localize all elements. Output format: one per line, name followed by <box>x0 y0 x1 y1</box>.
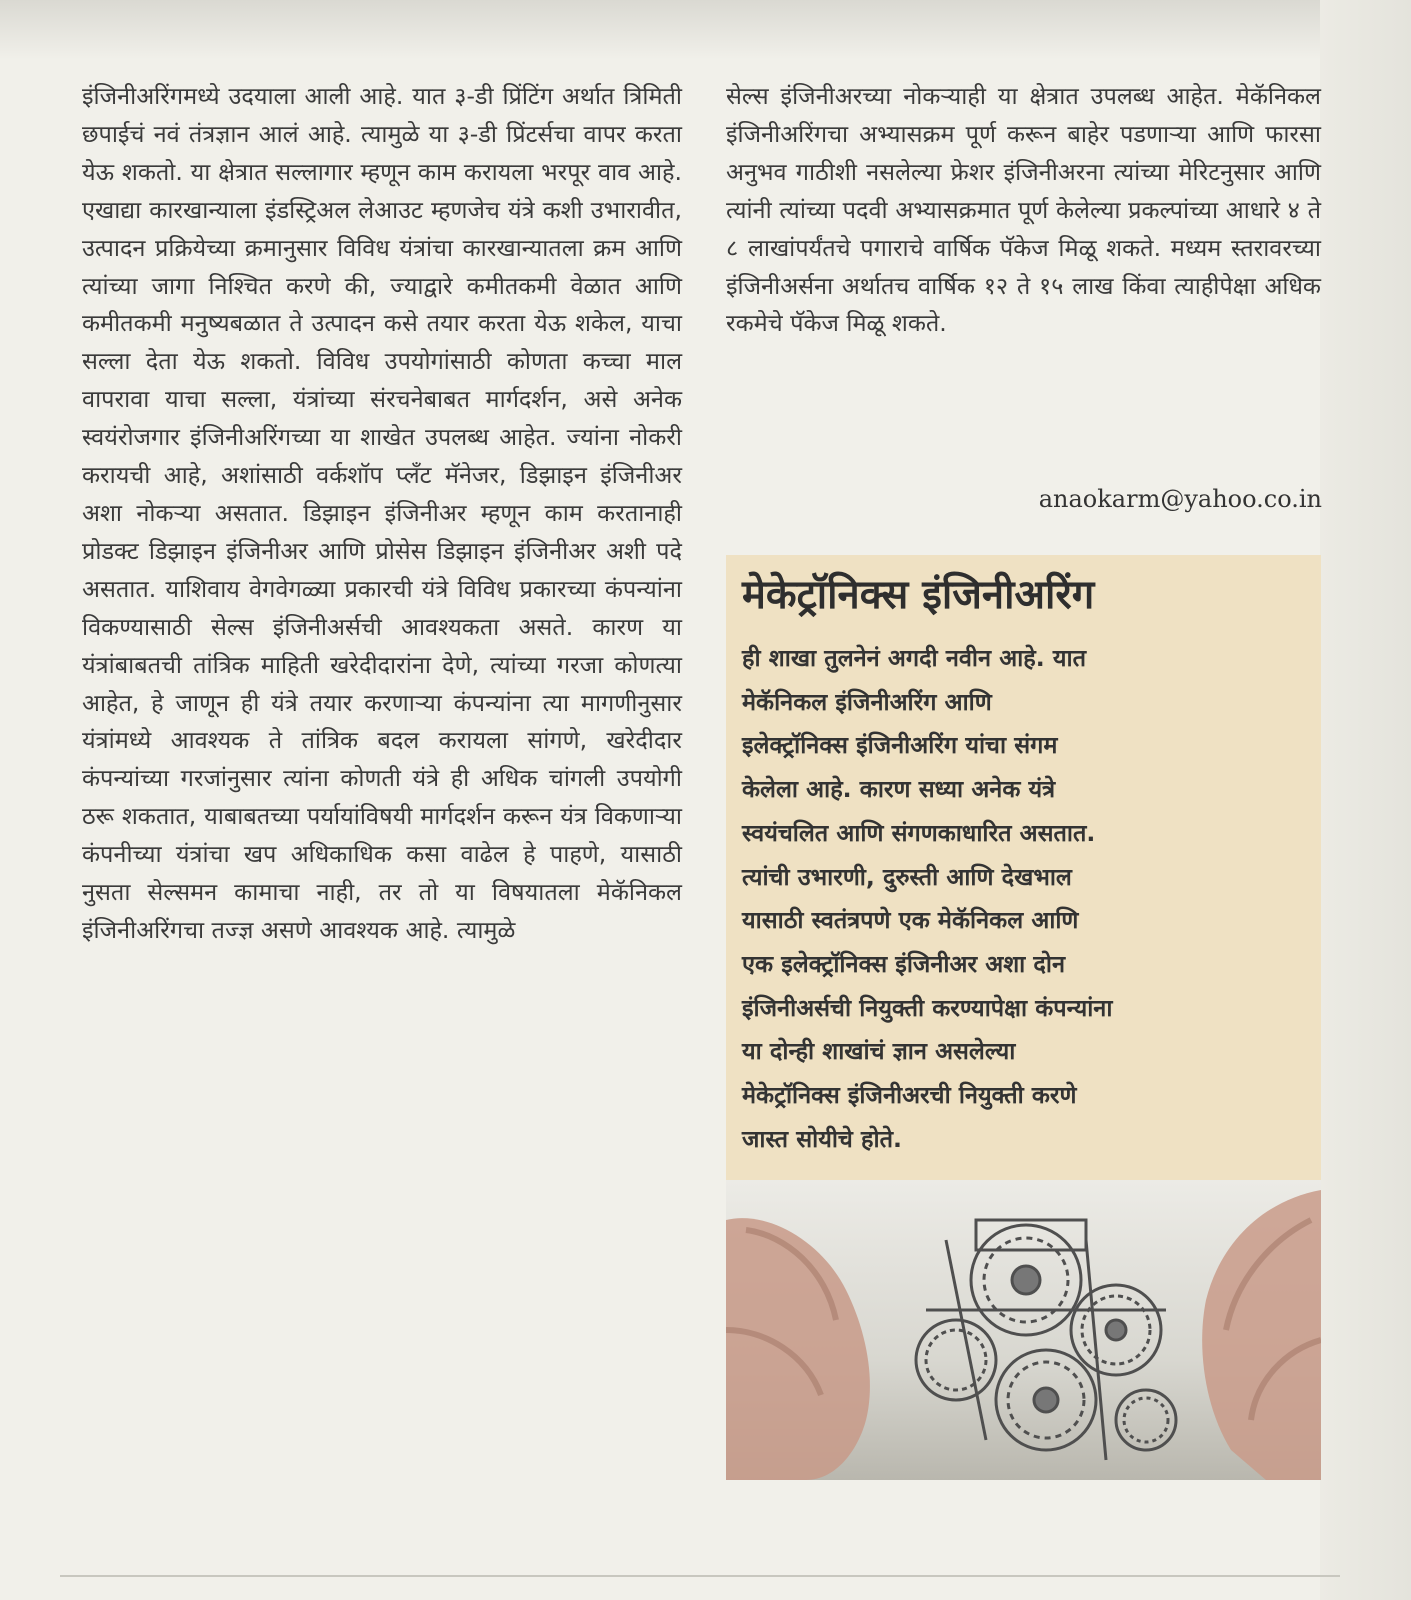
boxout-line: स्वयंचलित आणि संगणकाधारित असतात. <box>742 818 1096 847</box>
article-left-text: इंजिनीअरिंगमध्ये उदयाला आली आहे. यात ३-डी प्रिंटिंग अर्थात त्रिमिती छपाईचं नवं तंत्रज्ञान आलं आहे. त्यामुळे या ३-डी प्रिंटर्सचा वापर करता येऊ शकतो. या क्षेत्रात सल्लागार म्हणून काम करायला भरपूर वाव आहे. एखाद्या कारखान्याला इंडस्ट्रिअल लेआउट म्हणजेच यंत्रे कशी उभारावीत, उत्पादन प्रक्रियेच्या क्रमानुसार विविध यंत्रांचा कारखान्यातला क्रम आणि त्यांच्या जागा निश्चित करणे की, ज्याद्वारे कमीतकमी वेळात आणि कमीतकमी मनुष्यबळात ते उत्पादन कसे तयार करता येऊ शकेल, याचा सल्ला देता येऊ शकतो. विविध उपयोगांसाठी कोणता कच्चा माल वापरावा याचा सल्ला, यंत्रांच्या संरचनेबाबत मार्गदर्शन, असे अनेक स्वयंरोजगार इंजिनीअरिंगच्या या शाखेत उपलब्ध आहेत. ज्यांना नोकरी करायची आहे, अशांसाठी वर्कशॉप प्लँट मॅनेजर, डिझाइन इंजिनीअर अशा नोकऱ्या असतात. डिझाइन इंजिनीअर म्हणून काम करतानाही प्रोडक्ट डिझाइन इंजिनीअर आणि प्रोसेस डिझाइन इंजिनीअर अशी पदे असतात. याशिवाय वेगवेगळ्या प्रकारची यंत्रे विविध प्रकारच्या कंपन्यांना विकण्यासाठी सेल्स इंजिनीअर्सची आवश्यकता असते. कारण या यंत्रांबाबतची तांत्रिक माहिती खरेदीदारांना देणे, त्यांच्या गरजा कोणत्या आहेत, हे जाणून ही यंत्रे तयार करणाऱ्या कंपन्यांना त्या मागणीनुसार यंत्रांमध्ये आवश्यक ते तांत्रिक बदल करायला सांगणे, खरेदीदार कंपन्यांच्या गरजांनुसार त्यांना कोणती यंत्रे ही अधिक चांगली उपयोगी ठरू शकतात, याबाबतच्या पर्यायांविषयी मार्गदर्शन करून यंत्र विकणाऱ्या कंपनीच्या यंत्रांचा खप अधिकाधिक कसा वाढेल हे पाहणे, यासाठी नुसता सेल्समन कामाचा नाही, तर तो या विषयातला मेकॅनिकल इंजिनीअरिंगचा तज्ज्ञ असणे आवश्यक आहे. त्यामुळे <box>82 82 682 944</box>
page-bottom-rule <box>60 1575 1340 1577</box>
boxout-line: या दोन्ही शाखांचं ज्ञान असलेल्या <box>742 1037 1016 1066</box>
boxout-line: ही शाखा तुलनेनं अगदी नवीन आहे. यात <box>742 644 1086 672</box>
boxout-line: मेकेट्रॉनिक्स इंजिनीअरची नियुक्ती करणे <box>742 1081 1077 1110</box>
gears-hands-illustration <box>726 1180 1321 1480</box>
boxout-line: मेकॅनिकल इंजिनीअरिंग आणि <box>742 687 992 716</box>
boxout-line: त्यांची उभारणी, दुरुस्ती आणि देखभाल <box>742 862 1072 891</box>
boxout-line: जास्त सोयीचे होते. <box>742 1124 902 1153</box>
article-right-column <box>726 78 1321 343</box>
article-left-column <box>82 78 682 950</box>
author-email: anaokarm@yahoo.co.in <box>1038 485 1322 513</box>
boxout-body <box>742 637 1302 1161</box>
boxout-title: मेकेट्रॉनिक्स इंजिनीअरिंग <box>742 572 1095 618</box>
boxout-line: एक इलेक्ट्रॉनिक्स इंजिनीअर अशा दोन <box>742 949 1066 978</box>
adjacent-page-margin <box>1320 0 1411 1600</box>
boxout-line: इंजिनीअर्सची नियुक्ती करण्यापेक्षा कंपन्यांना <box>742 993 1113 1022</box>
boxout-line: केलेला आहे. कारण सध्या अनेक यंत्रे <box>742 775 1056 804</box>
gear-machine-photo <box>726 1180 1321 1480</box>
article-right-text: सेल्स इंजिनीअरच्या नोकऱ्याही या क्षेत्रात उपलब्ध आहेत. मेकॅनिकल इंजिनीअरिंगचा अभ्यासक्रम पूर्ण करून बाहेर पडणाऱ्या आणि फारसा अनुभव गाठीशी नसलेल्या फ्रेशर इंजिनीअरना त्यांच्या मेरिटनुसार आणि त्यांनी त्यांच्या पदवी अभ्यासक्रमात पूर्ण केलेल्या प्रकल्पांच्या आधारे ४ ते ८ लाखांपर्यंतचे पगाराचे वार्षिक पॅकेज मिळू शकते. मध्यम स्तरावरच्या इंजिनीअर्सना अर्थातच वार्षिक १२ ते १५ लाख किंवा त्याहीपेक्षा अधिक रकमेचे पॅकेज मिळू शकते. <box>726 82 1321 338</box>
mechatronics-boxout <box>726 555 1321 1180</box>
boxout-line: यासाठी स्वतंत्रपणे एक मेकॅनिकल आणि <box>742 906 1079 935</box>
scan-shadow-top <box>0 0 1411 60</box>
boxout-line: इलेक्ट्रॉनिक्स इंजिनीअरिंग यांचा संगम <box>742 731 1058 760</box>
